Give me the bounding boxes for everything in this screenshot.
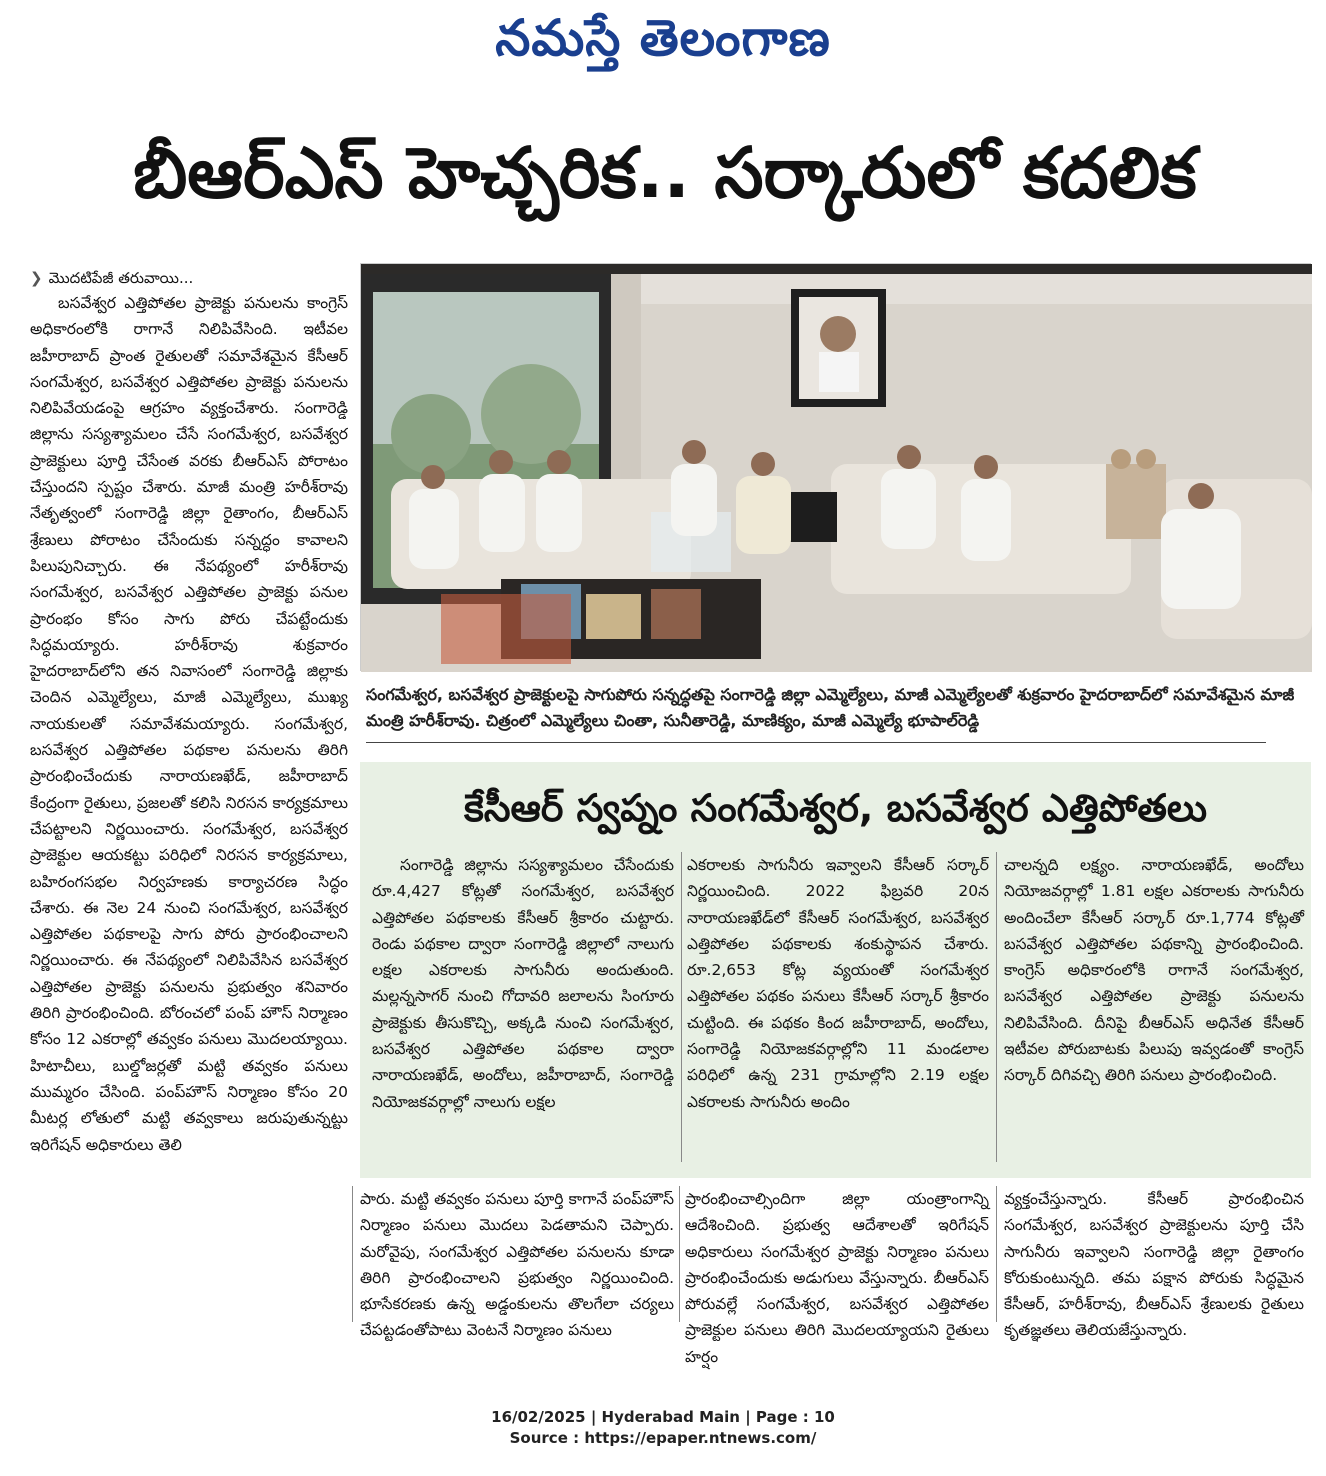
caption-rule bbox=[366, 742, 1266, 743]
meeting-photo bbox=[360, 263, 1311, 671]
footer-date-edition: 16/02/2025 | Hyderabad Main | Page : 10 bbox=[491, 1408, 835, 1426]
bottom-column-1 bbox=[360, 1186, 674, 1340]
column-divider bbox=[996, 1186, 997, 1322]
footer-source: Source : https://epaper.ntnews.com/ bbox=[509, 1429, 817, 1447]
box-column-3-text: చాలన్నది లక్ష్యం. నారాయణఖేడ్, అందోలు నియోజవర్గాల్లో 1.81 లక్షల ఎకరాలకు సాగునీరు అందించేలా కేసీఆర్ సర్కార్ రూ.1,774 కోట్లతో బసవేశ్వర ఎత్తిపోతల పథకాన్ని ప్రారంభించింది. కాంగ్రెస్ అధికారంలోకి రాగానే సంగమేశ్వర, బసవేశ్వర ఎత్తిపోతల ప్రాజెక్టు పనులను నిలిపివేసింది. దీనిపై బీఆర్ఎస్ అధినేత కేసీఆర్ ఇటీవల పోరుబాటకు పిలుపు ఇవ్వడంతో కాంగ్రెస్ సర్కార్ దిగివచ్చి తిరిగి పనులు ప్రారంభించింది. bbox=[1004, 856, 1304, 1085]
box-column-3 bbox=[1004, 852, 1304, 1168]
bottom-column-1-text: పారు. మట్టి తవ్వకం పనులు పూర్తి కాగానే పంప్‌హౌస్ నిర్మాణం పనులు మొదలు పెడతామని చెప్పారు. మరోవైపు, సంగమేశ్వర ఎత్తిపోతల పనులను కూడా తిరిగి ప్రారంభించాలని ప్రభుత్వం నిర్ణయించింది. భూసేకరణకు ఉన్న అడ్డంకులను తొలగేలా చర్యలు చేపట్టడంతోపాటు వెంటనే నిర్మాణం పనులు bbox=[360, 1190, 674, 1340]
bottom-column-2 bbox=[685, 1186, 989, 1366]
left-column-text: బసవేశ్వర ఎత్తిపోతల ప్రాజెక్టు పనులను కాంగ్రెస్ అధికారంలోకి రాగానే నిలిపివేసింది. ఇటీవల జహీరాబాద్ ప్రాంత రైతులతో సమావేశమైన కేసీఆర్ సంగమేశ్వర, బసవేశ్వర ఎత్తిపోతల ప్రాజెక్టు పనులను నిలిపివేయడంపై ఆగ్రహం వ్యక్తంచేశారు. సంగారెడ్డి జిల్లాను సస్యశ్యామలం చేసే సంగమేశ్వర, బసవేశ్వర ప్రాజెక్టులు పూర్తి చేసేంత వరకు బీఆర్ఎస్ పోరాటం చేస్తుందని స్పష్టం చేశారు. మాజీ మంత్రి హరీశ్‌రావు నేతృత్వంలో సంగారెడ్డి జిల్లా రైతాంగం, బీఆర్ఎస్ శ్రేణులు పోరాటం చేసేందుకు సన్నద్ధం కావాలని పిలుపునిచ్చారు. ఈ నేపథ్యంలో హరీశ్‌రావు సంగమేశ్వర, బసవేశ్వర ఎత్తిపోతల ప్రాజెక్టు పనుల ప్రారంభం కోసం సాగు పోరు చేపట్టేందుకు సిద్ధమయ్యారు. హరీశ్‌రావు శుక్రవారం హైదరాబాద్‌లోని తన నివాసంలో సంగారెడ్డి జిల్లాకు చెందిన ఎమ్మెల్యేలు, మాజీ ఎమ్మెల్యేలు, ముఖ్య నాయకులతో సమావేశమయ్యారు. సంగమేశ్వర, బసవేశ్వర ఎత్తిపోతల పథకాల పనులను తిరిగి ప్రారంభించేందుకు నారాయణఖేడ్, జహీరాబాద్ కేంద్రంగా రైతులు, ప్రజలతో కలిసి నిరసన కార్యక్రమాలు చేపట్టాలని నిర్ణయించారు. సంగమేశ్వర, బసవేశ్వర ప్రాజెక్టుల ఆయకట్టు పరిధిలో నిరసన కార్యక్రమాలు, బహిరంగసభల నిర్వహణకు కార్యాచరణ సిద్ధం చేశారు. ఈ నెల 24 నుంచి సంగమేశ్వర, బసవేశ్వర ఎత్తిపోతల పథకాలపై సాగు పోరు ప్రారంభించాలని నిర్ణయించారు. ఈ నేపథ్యంలో నిలిపివేసిన బసవేశ్వర ఎత్తిపోతల ప్రాజెక్టు పనులను ప్రభుత్వం శనివారం తిరిగి ప్రారంభించింది. బోరంచలో పంప్ హౌస్ నిర్మాణం కోసం 12 ఎకరాల్లో తవ్వకం పనులు మొదలయ్యాయి. హిటాచీలు, బుల్డోజర్లతో మట్టి తవ్వకం పనులు ముమ్మరం చేసింది. పంప్‌హౌస్ నిర్మాణం కోసం 20 మీటర్ల లోతులో మట్టి తవ్వకాలు జరుపుతున్నట్టు ఇరిగేషన్ అధికారులు తెలి bbox=[30, 294, 348, 1154]
box-column-2-text: ఎకరాలకు సాగునీరు ఇవ్వాలని కేసీఆర్ సర్కార్ నిర్ణయించింది. 2022 ఫిబ్రవరి 20న నారాయణఖేడ్‌లో కేసీఆర్ సంగమేశ్వర, బసవేశ్వర ఎత్తిపోతల పథకాలకు శంకుస్థాపన చేశారు. రూ.2,653 కోట్ల వ్యయంతో సంగమేశ్వర ఎత్తిపోతల పథకం పనులు కేసీఆర్ సర్కార్ శ్రీకారం చుట్టింది. ఈ పథకం కింద జహీరాబాద్, అందోలు, సంగారెడ్డి నియోజకవర్గాల్లోని 11 మండలాల పరిధిలో ఉన్న 231 గ్రామాల్లోని 2.19 లక్షల ఎకరాలకు సాగునీరు అందిం bbox=[687, 856, 989, 1111]
continued-marker bbox=[30, 268, 193, 288]
bottom-column-3-text: వ్యక్తంచేస్తున్నారు. కేసీఆర్ ప్రారంభించిన సంగమేశ్వర, బసవేశ్వర ప్రాజెక్టులను పూర్తి చేసి సాగునీరు ఇవ్వాలని సంగారెడ్డి జిల్లా రైతాంగం కోరుకుంటున్నది. తమ పక్షాన పోరుకు సిద్ధమైన కేసీఆర్, హరీశ్‌రావు, బీఆర్ఎస్ శ్రేణులకు రైతులు కృతజ్ఞతలు తెలియజేస్తున్నారు. bbox=[1004, 1190, 1304, 1340]
chevron-right-icon: ❯ bbox=[30, 269, 43, 287]
column-divider bbox=[352, 1186, 353, 1322]
photo-caption: సంగమేశ్వర, బసవేశ్వర ప్రాజెక్టులపై సాగుపోరు సన్నద్ధతపై సంగారెడ్డి జిల్లా ఎమ్మెల్యేలు, మాజీ ఎమ్మెల్యేలతో శుక్రవారం హైదరాబాద్‌లో సమావేశమైన మాజీ మంత్రి హరీశ్‌రావు. చిత్రంలో ఎమ్మెల్యేలు చింతా, సునీతారెడ్డి, మాణిక్యం, మాజీ ఎమ్మెల్యే భూపాల్‌రెడ్డి bbox=[366, 685, 1295, 730]
article-left-column bbox=[30, 290, 348, 1322]
sidebar-box-headline: కేసీఆర్ స్వప్నం సంగమేశ్వర, బసవేశ్వర ఎత్తిపోతలు bbox=[464, 786, 1207, 830]
newspaper-masthead: నమస్తే తెలంగాణ bbox=[495, 8, 831, 67]
box-column-2 bbox=[687, 852, 989, 1168]
page-headline: బీఆర్ఎస్ హెచ్చరిక.. సర్కారులో కదలిక bbox=[133, 132, 1197, 214]
column-divider bbox=[681, 852, 682, 1162]
box-column-1-text: సంగారెడ్డి జిల్లాను సస్యశ్యామలం చేసేందుకు రూ.4,427 కోట్లతో సంగమేశ్వర, బసవేశ్వర ఎత్తిపోతల పథకాలకు కేసీఆర్ శ్రీకారం చుట్టారు. రెండు పథకాల ద్వారా సంగారెడ్డి జిల్లాలో నాలుగు లక్షల ఎకరాలకు సాగునీరు అందుతుంది. మల్లన్నసాగర్ నుంచి గోదావరి జలాలను సింగూరు ప్రాజెక్టుకు తీసుకొచ్చి, అక్కడి నుంచి సంగమేశ్వర, బసవేశ్వర ఎత్తిపోతల పథకాల ద్వారా నారాయణఖేడ్, అందోలు, జహీరాబాద్, సంగారెడ్డి నియోజకవర్గాల్లో నాలుగు లక్షల bbox=[372, 856, 674, 1111]
box-column-1 bbox=[372, 852, 674, 1168]
column-divider bbox=[679, 1186, 680, 1322]
meeting-photo-illustration bbox=[361, 264, 1312, 672]
bottom-column-2-text: ప్రారంభించాల్సిందిగా జిల్లా యంత్రాంగాన్ని ఆదేశించింది. ప్రభుత్వ ఆదేశాలతో ఇరిగేషన్ అధికారులు సంగమేశ్వర ప్రాజెక్టు నిర్మాణం పనులు ప్రారంభించేందుకు అడుగులు వేస్తున్నారు. బీఆర్ఎస్ పోరువల్లే సంగమేశ్వర, బసవేశ్వర ఎత్తిపోతల ప్రాజెక్టుల పనులు తిరిగి మొదలయ్యాయని రైతులు హర్షం bbox=[685, 1190, 989, 1366]
column-divider bbox=[996, 852, 997, 1162]
bottom-column-3 bbox=[1004, 1186, 1304, 1340]
continued-label: మొదటిపేజీ తరువాయి... bbox=[48, 269, 194, 287]
